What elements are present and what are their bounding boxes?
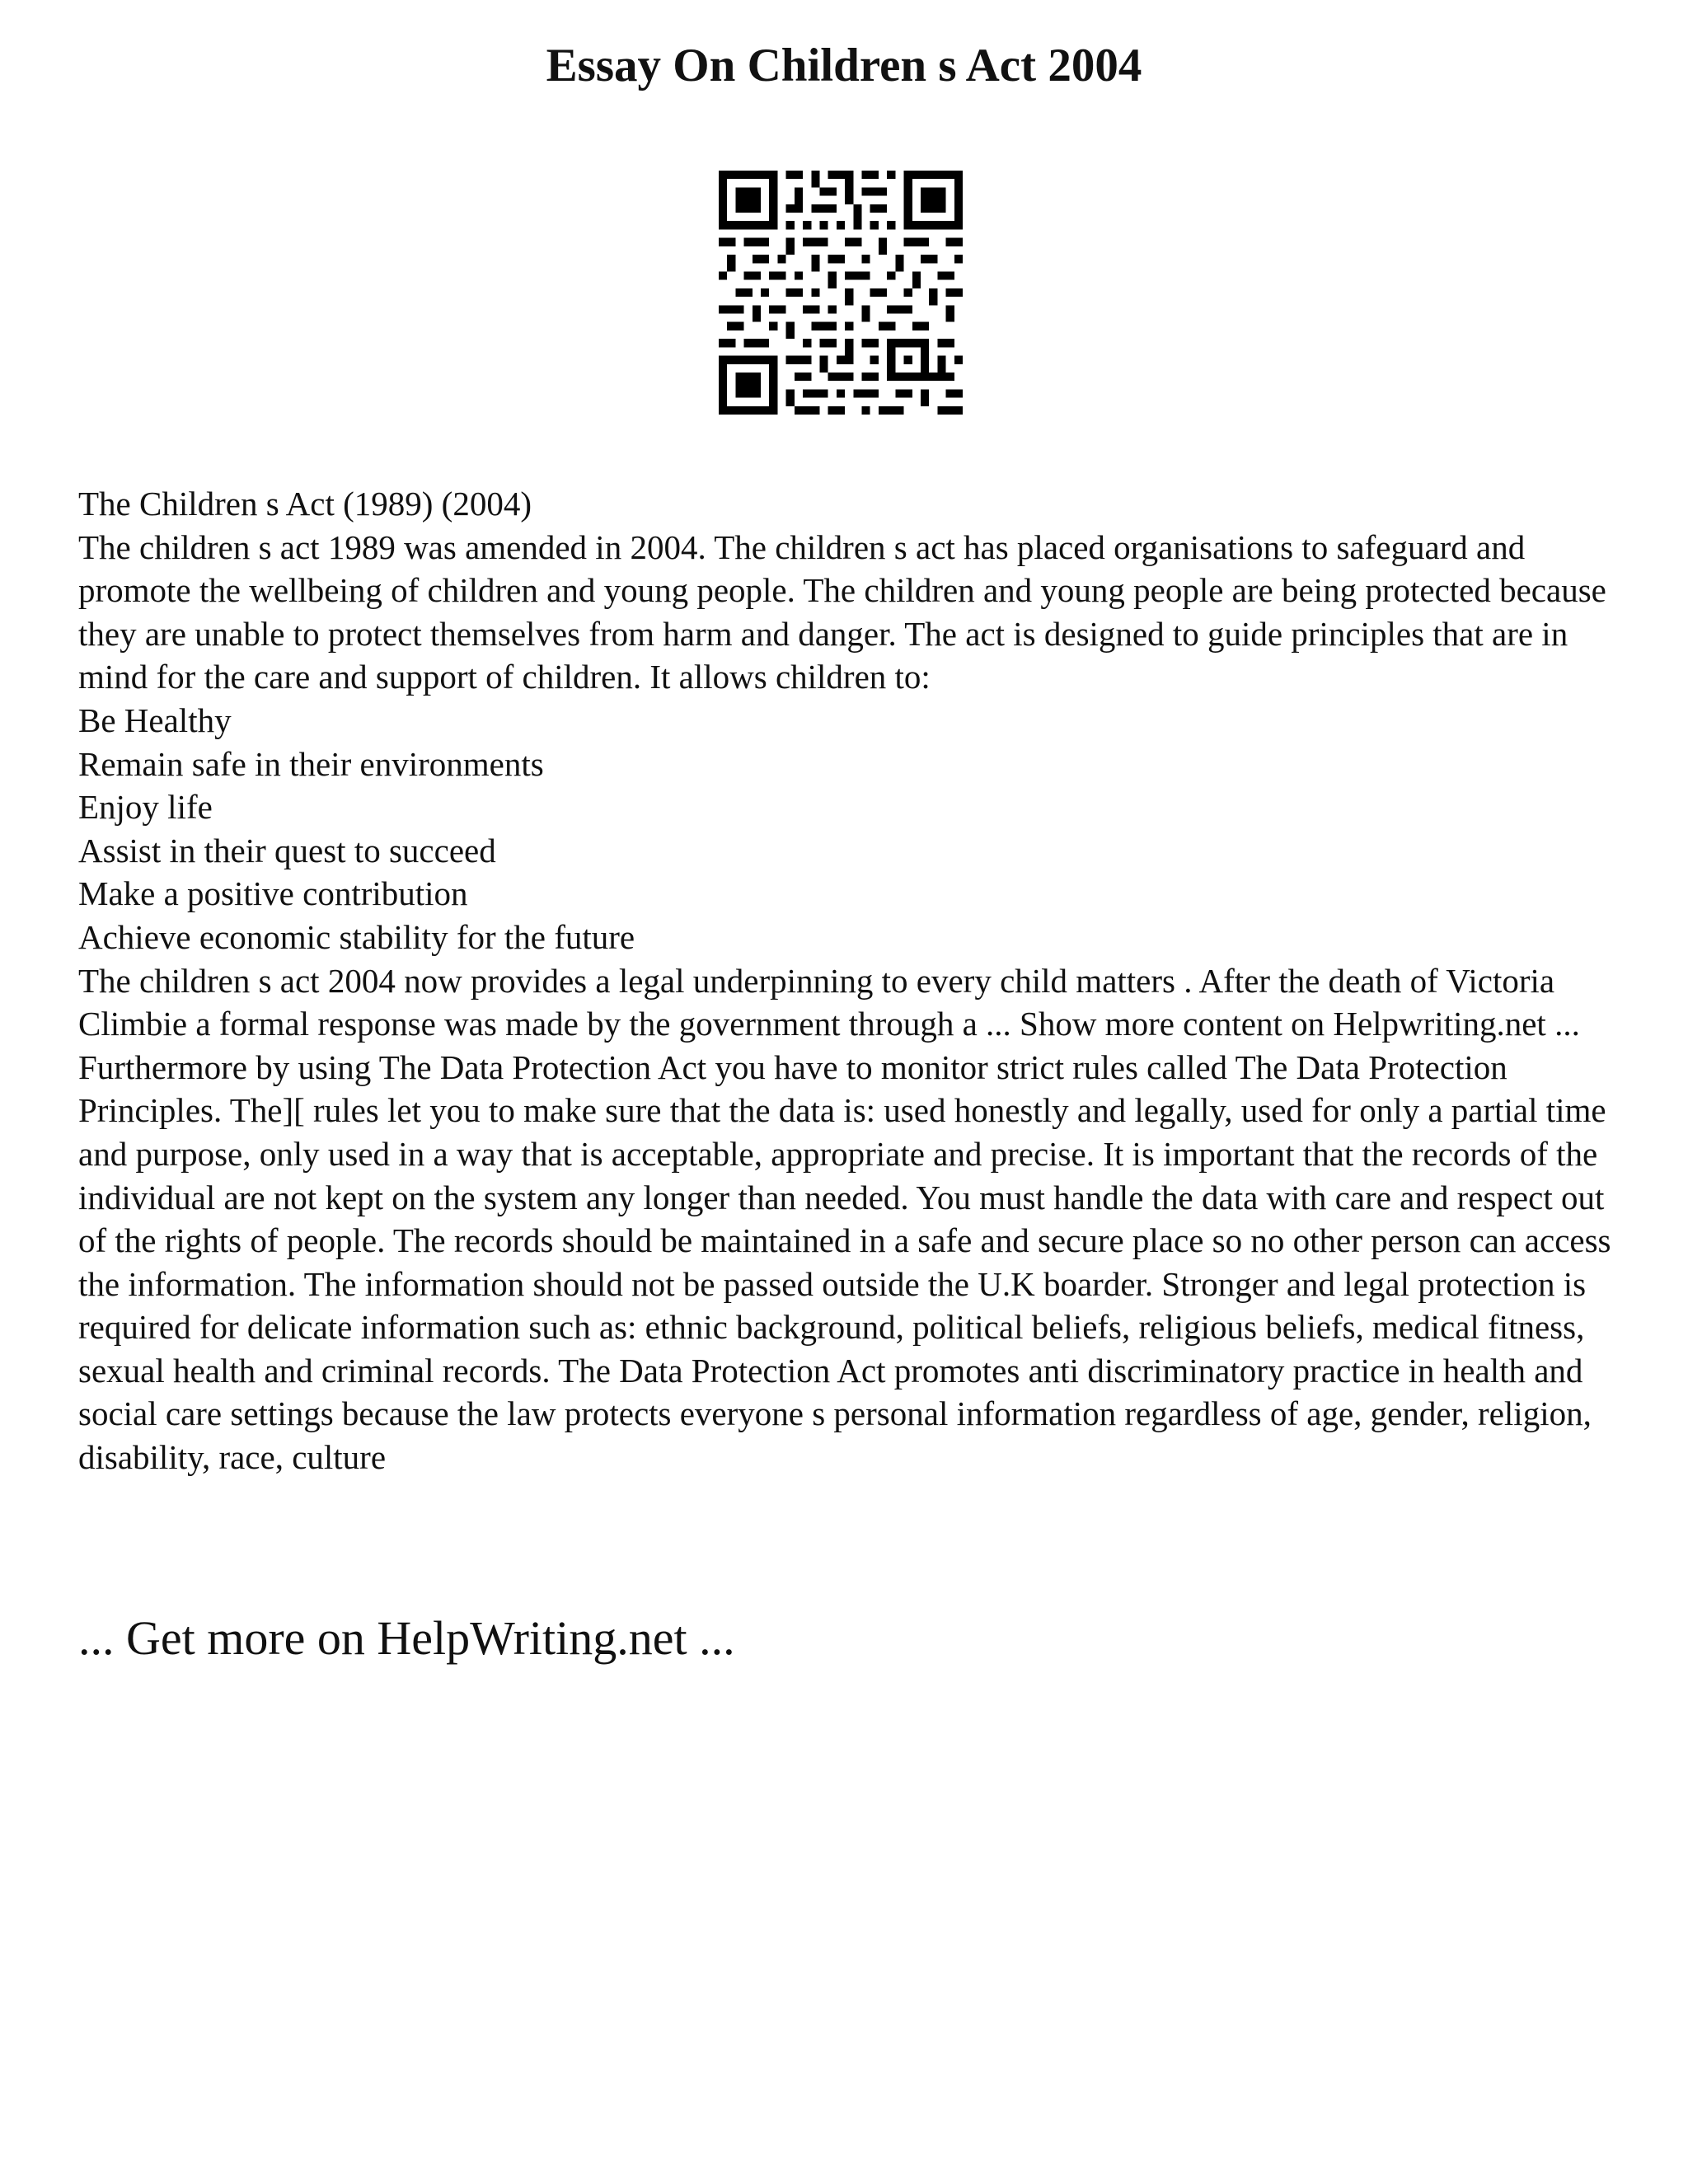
essay-paragraph: The children s act 2004 now provides a legal underpinning to every child matters . After the death of Victoria Climbie a formal response was made by the government through a ... Show more content on Helpwriting.net ... [78,961,1580,1043]
qr-code [719,171,963,415]
essay-paragraph: The children s act 1989 was amended in 2004. The children s act has placed organisations to safeguard and promote the wellbeing of children and young people. The children and young people are being protected because they are unable to protect themselves from harm and danger. The act is designed to guide principles that are in mind for the care and support of children. It allows children to: [78,527,1606,696]
page-title: Essay On Children s Act 2004 [546,40,1142,91]
essay-heading-line: The Children s Act (1989) (2004) [78,485,532,523]
list-item: Be Healthy [78,701,232,739]
list-item: Achieve economic stability for the future [78,917,635,956]
list-item: Remain safe in their environments [78,744,544,783]
get-more-link[interactable]: ... Get more on HelpWriting.net ... [78,1611,735,1665]
essay-body [78,482,1628,1479]
list-item: Assist in their quest to succeed [78,831,496,869]
list-item: Enjoy life [78,788,213,827]
list-item: Make a positive contribution [78,874,468,913]
essay-paragraph: Furthermore by using The Data Protection Act you have to monitor strict rules called The Data Protection Principles. The][ rules let you to make sure that the data is: used honestly and legally, used for only a partial time and purpose, only used in a way that is acceptable, appropriate and precise. It is important that the records of the individual are not kept on the system any longer than needed. You must handle the data with care and respect out of the rights of people. The records should be maintained in a safe and secure place so no other person can access the information. The information should not be passed outside the U.K boarder. Stronger and legal protection is required for delicate information such as: ethnic background, political beliefs, religious beliefs, medical fitness, sexual health and criminal records. The Data Protection Act promotes anti discriminatory practice in health and social care settings because the law protects everyone s personal information regardless of age, gender, religion, disability, race, culture [78,1047,1611,1477]
qr-code-icon [719,171,963,415]
